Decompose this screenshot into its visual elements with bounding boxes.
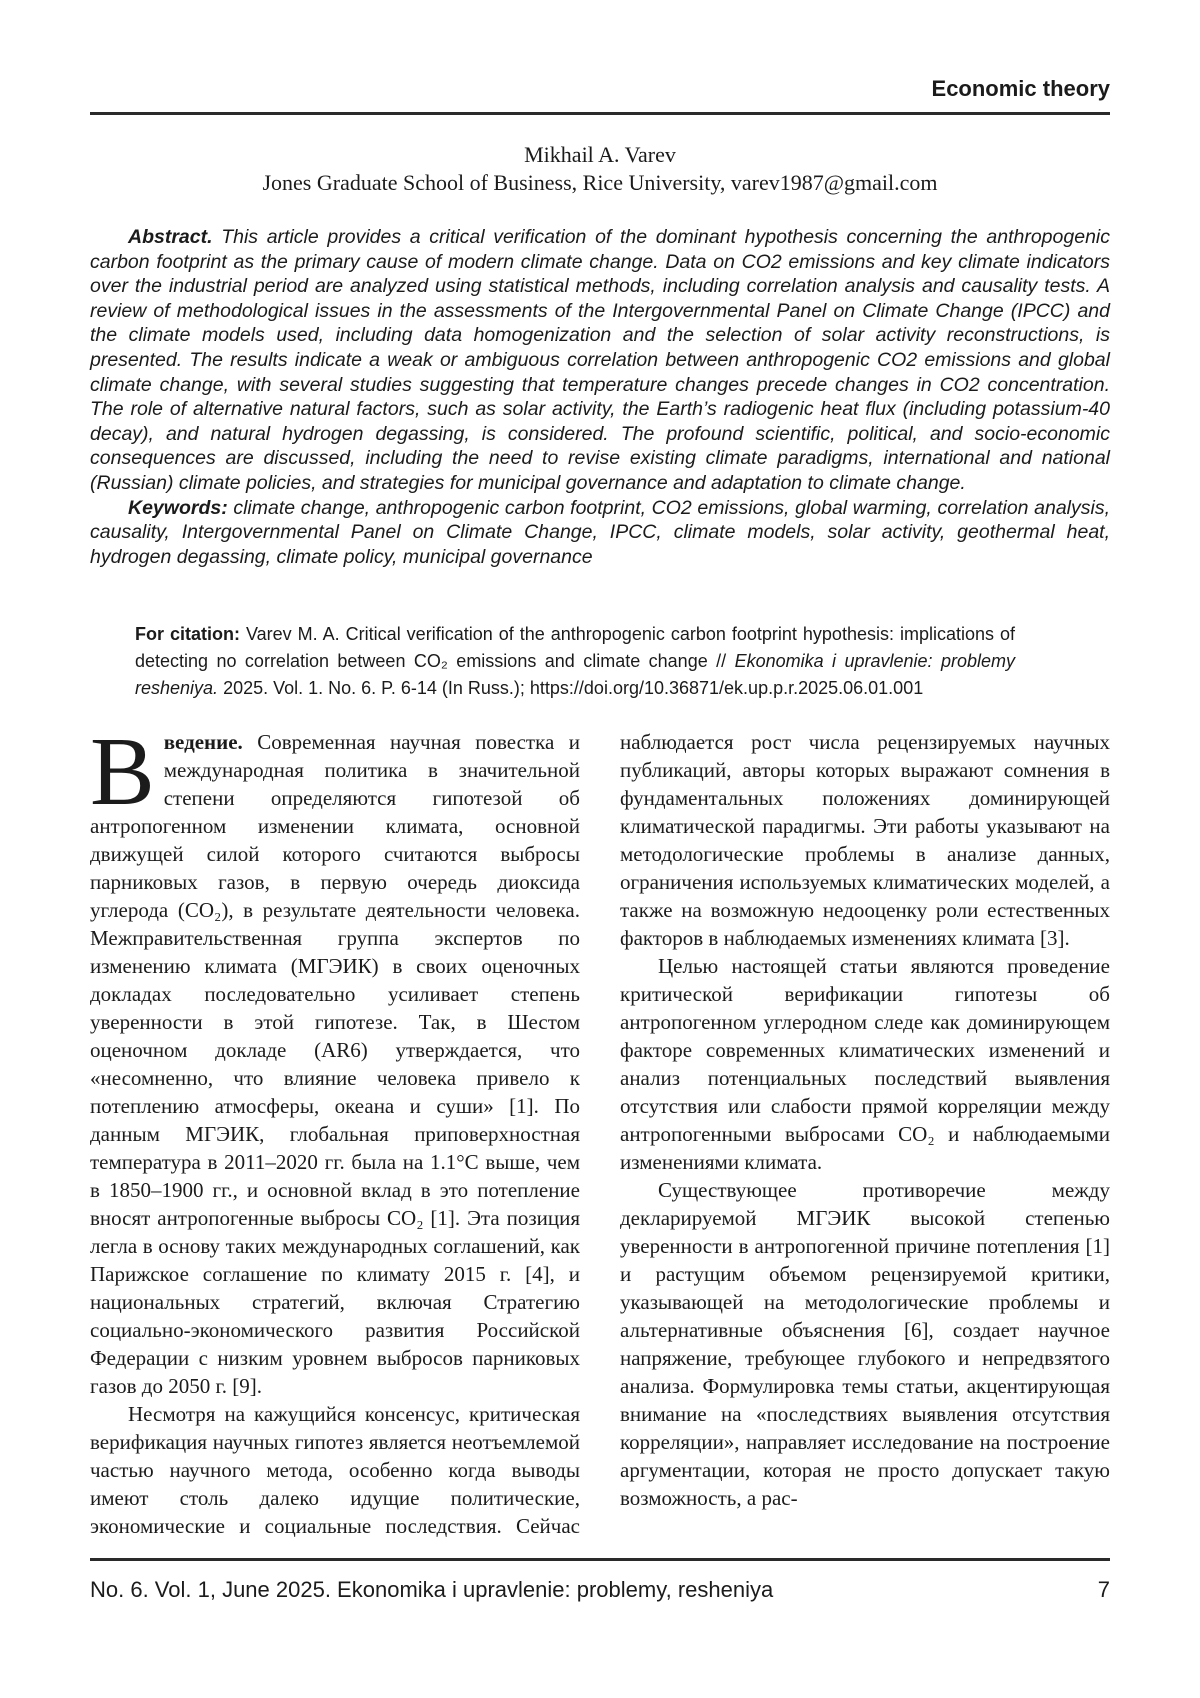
abstract-text: This article provides a critical verification of the dominant hypothesis concerning the anthropogenic carbon footprint as the primary cause of modern climate change. Data on CO2 emissions and key climate indicators over the industrial period are analyzed using statistical methods, including correlation analysis and causality tests. A review of methodological issues in the assessments of the Intergovernmental Panel on Climate Change (IPCC) and the climate models used, including data homogenization and the selection of solar activity reconstructions, is presented. The results indicate a weak or ambiguous correlation between anthropogenic CO2 emissions and global climate change, with several studies suggesting that temperature changes precede changes in CO2 concentration. The role of alternative natural factors, such as solar activity, the Earth’s radiogenic heat flux (including potassium-40 decay), and natural hydrogen degassing, is considered. The profound scientific, political, and socio-economic consequences are discussed, including the need to revise existing climate paradigms, international and national (Russian) climate policies, and strategies for municipal governance and adaptation to climate change. (90, 226, 1110, 494)
author-affiliation: Jones Graduate School of Business, Rice University, varev1987@gmail.com (262, 170, 938, 195)
keywords-label: Keywords: (128, 496, 228, 519)
page-footer (90, 1577, 1110, 1603)
abstract-paragraph (90, 225, 1110, 496)
keywords-text: climate change, anthropogenic carbon footprint, CO2 emissions, global warming, correlation analysis, causality, Intergovernmental Panel on Climate Change, IPCC, climate models, solar activity, geothermal heat, hydrogen degassing, climate policy, municipal governance (90, 496, 1110, 568)
citation-block (135, 621, 1015, 702)
body-paragraph: Целью настоящей статьи являются проведение критической верификации гипотезы об антропогенном углеродном следе как доминирующем факторе современных климатических изменений и анализ потенциальных последствий выявления отсутствия или слабости прямой корреляции между антропогенными выбросами CO₂ и наблюдаемыми изменениями климата. (620, 954, 1110, 1175)
citation-journal-title: Ekonomika i upravlenie: problemy resheniya. (135, 651, 1015, 699)
body-paragraph: Существующее противоречие между декларируемой МГЭИК высокой степенью уверенности в антропогенной причине потепления [1] и растущим объемом рецензируемой критики, указывающей на методологические проблемы и альтернативные объяснения [6], создает научное напряжение, требующее глубокого и непредвзятого анализа. Формулировка темы статьи, акцентирующая внимание на «последствиях выявления отсутствия корреляции», направляет исследование на построение аргументации, которая не просто допускает такую возможность, а рас- (620, 1178, 1110, 1511)
intro-paragraph (90, 728, 580, 1400)
citation-ref-doi: 2025. Vol. 1. No. 6. P. 6-14 (In Russ.); https://doi.org/10.36871/ek.up.p.r.2025.06.01.001 (218, 678, 924, 699)
article-body (90, 728, 1110, 1540)
footer-page-number: 7 (1097, 1577, 1110, 1603)
keywords-paragraph (90, 496, 1110, 570)
author-block (90, 141, 1110, 197)
footer-issue-info: No. 6. Vol. 1, June 2025. Ekonomika i upravlenie: problemy, resheniya (90, 1577, 774, 1603)
section-label: Economic theory (931, 76, 1110, 101)
body-paragraph: Несмотря на кажущийся консенсус, критическая верификация научных гипотез является неотъемлемой частью научного метода, особенно когда выводы имеют столь далеко идущие политические, экономические и социальные последствия. Сейчас наблюдается рост числа рецензируемых научных публикаций, авторы которых выражают сомнения в фундаментальных положениях доминирующей климатической парадигмы. Эти работы указывают на методологические проблемы в анализе данных, ограничения используемых климатических моделей, а также на возможную недооценку роли естественных факторов в наблюдаемых изменениях климата [3]. (90, 730, 1110, 1539)
footer-rule (90, 1558, 1110, 1561)
citation-label: For citation: (135, 624, 240, 645)
intro-lead-word: ведение. (163, 730, 243, 755)
author-name: Mikhail A. Varev (524, 142, 676, 167)
intro-text: Современная научная повестка и международная политика в значительной степени определяются гипотезой об антропогенном изменении климата, основной движущей силой которого считаются выбросы парниковых газов, в первую очередь диоксида углерода (CO₂), в результате деятельности человека. Межправительственная группа экспертов по изменению климата (МГЭИК) в своих оценочных докладах последовательно усиливает степень уверенности в этой гипотезе. Так, в Шестом оценочном докладе (AR6) утверждается, что «несомненно, что влияние человека привело к потеплению атмосферы, океана и суши» [1]. По данным МГЭИК, глобальная приповерхностная температура в 2011–2020 гг. была на 1.1°C выше, чем в 1850–1900 гг., и основной вклад в это потепление вносят антропогенные выбросы CO₂ [1]. Эта позиция легла в основу таких международных соглашений, как Парижское соглашение по климату 2015 г. [4], и национальных стратегий, включая Стратегию социально-экономического развития Российской Федерации с низким уровнем выбросов парниковых газов до 2050 г. [9]. (90, 730, 580, 1399)
citation-text: Varev M. A. Critical verification of the anthropogenic carbon footprint hypothesis: implications of detecting no correlation between CO₂ emissions and climate change // (135, 624, 1016, 672)
dropcap-letter: В (90, 728, 155, 826)
abstract-keywords-block (90, 225, 1110, 569)
abstract-label: Abstract. (128, 226, 213, 248)
header-rule (90, 112, 1110, 115)
